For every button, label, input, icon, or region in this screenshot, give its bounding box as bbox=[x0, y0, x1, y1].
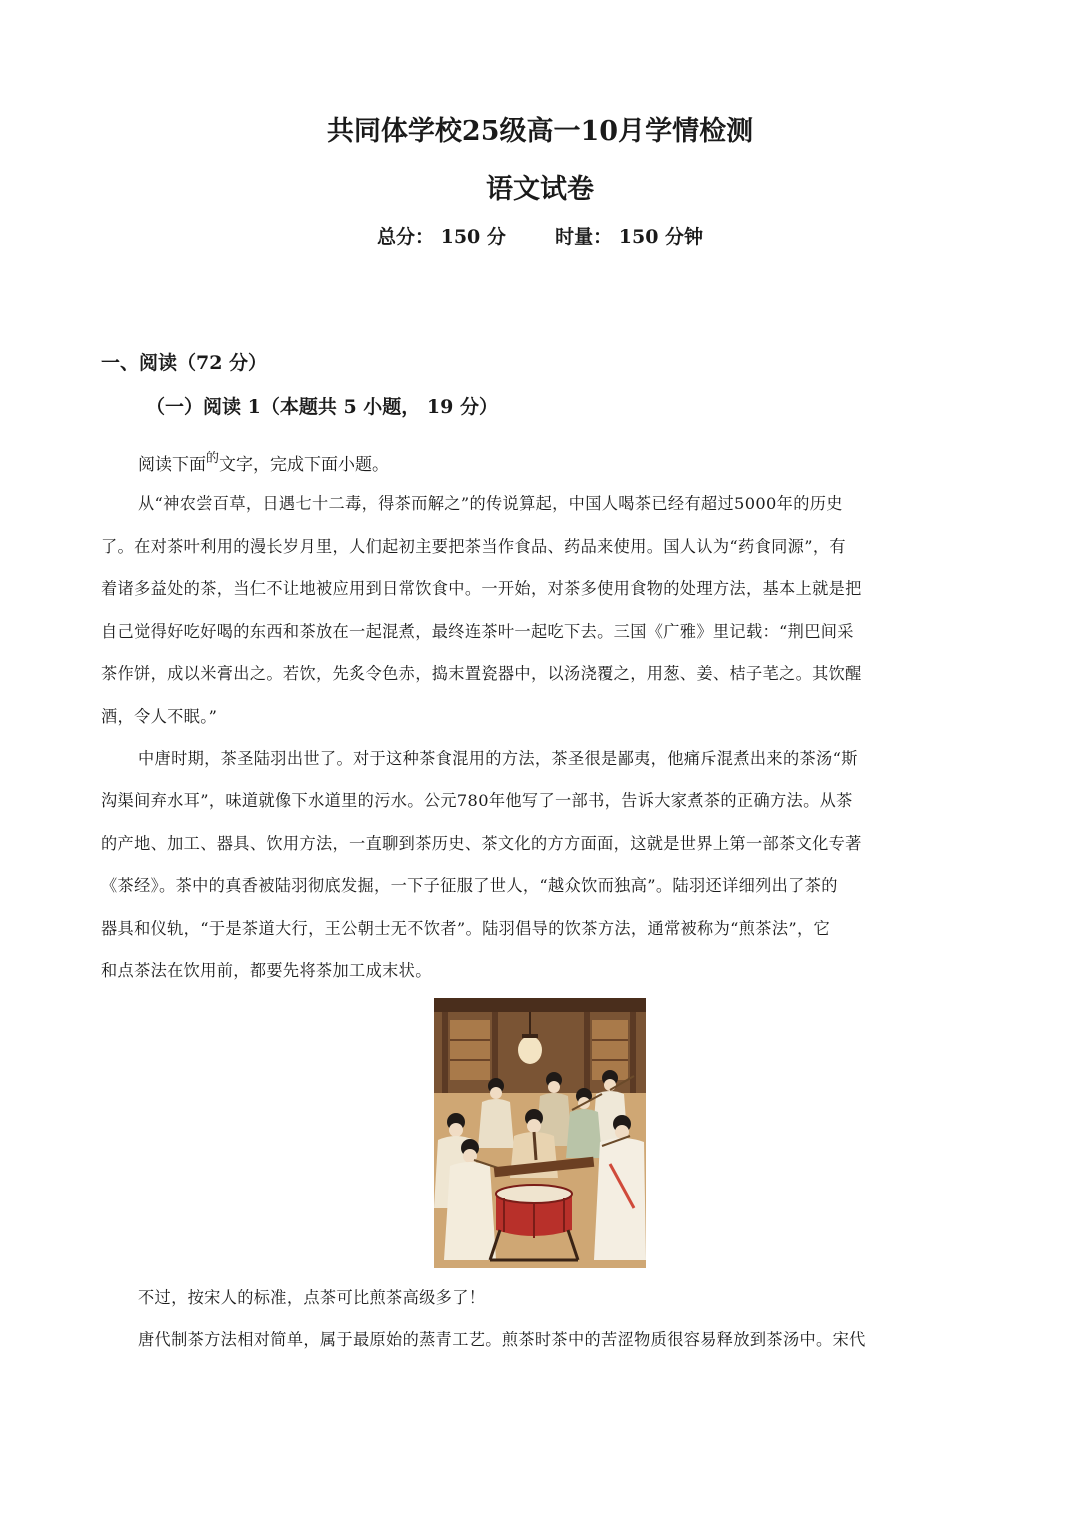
passage-line: 自己觉得好吃好喝的东西和茶放在一起混煮，最终连茶叶一起吃下去。三国《广雅》里记载：“荆巴间采 bbox=[101, 622, 854, 641]
passage-line: 中唐时期，茶圣陆羽出世了。对于这种茶食混用的方法，茶圣很是鄙夷，他痛斥混煮出来的茶汤“斯 bbox=[138, 749, 858, 768]
subsection-heading: （一）阅读 1（本题共 5 小题， 19 分） bbox=[146, 396, 498, 418]
instruction-after: 文字，完成下面小题。 bbox=[219, 455, 390, 475]
score-value: 150 分 bbox=[440, 226, 506, 248]
exam-meta bbox=[0, 223, 1080, 251]
passage-line: 器具和仪轨，“于是茶道大行，王公朝士无不饮者”。陆羽倡导的饮茶方法，通常被称为“煎茶法”，它 bbox=[101, 919, 831, 938]
passage-line: 唐代制茶方法相对简单，属于最原始的蒸青工艺。煎茶时茶中的苦涩物质很容易释放到茶汤中。宋代 bbox=[138, 1330, 866, 1349]
passage-line: 了。在对茶叶利用的漫长岁月里，人们起初主要把茶当作食品、药品来使用。国人认为“药食同源”，有 bbox=[101, 537, 846, 556]
score-label: 总分： bbox=[376, 226, 434, 248]
tea-party-illustration bbox=[434, 998, 646, 1268]
section-heading: 一、阅读（72 分） bbox=[101, 352, 268, 374]
passage-line: 着诸多益处的茶，当仁不让地被应用到日常饮食中。一开始，对茶多使用食物的处理方法，基本上就是把 bbox=[101, 579, 862, 598]
passage-line: 茶作饼，成以米膏出之。若饮，先炙令色赤，捣末置瓷器中，以汤浇覆之，用葱、姜、桔子芼之。其饮醒 bbox=[101, 664, 862, 683]
instruction-text bbox=[138, 446, 389, 478]
time-value: 150 分钟 bbox=[618, 226, 704, 248]
passage-line: 酒，令人不眠。” bbox=[101, 707, 218, 726]
time-label: 时量： bbox=[555, 226, 613, 248]
exam-subtitle: 语文试卷 bbox=[486, 174, 594, 205]
passage-line: 不过，按宋人的标准，点茶可比煎茶高级多了！ bbox=[138, 1288, 486, 1307]
passage-line: 《茶经》。茶中的真香被陆羽彻底发掘，一下子征服了世人，“越众饮而独高”。陆羽还详细列出了茶的 bbox=[101, 876, 838, 895]
instruction-before: 阅读下面 bbox=[138, 455, 206, 475]
passage-line: 和点茶法在饮用前，都要先将茶加工成末状。 bbox=[101, 961, 432, 980]
passage-line: 从“神农尝百草，日遇七十二毒，得茶而解之”的传说算起，中国人喝茶已经有超过5000年的历史 bbox=[138, 494, 843, 513]
passage-line: 沟渠间弃水耳”，味道就像下水道里的污水。公元780年他写了一部书，告诉大家煮茶的正确方法。从茶 bbox=[101, 791, 853, 810]
passage-line: 的产地、加工、器具、饮用方法，一直聊到茶历史、茶文化的方方面面，这就是世界上第一部茶文化专著 bbox=[101, 834, 862, 853]
instruction-sup: 的 bbox=[206, 451, 220, 466]
exam-title: 共同体学校25级高一10月学情检测 bbox=[326, 116, 754, 147]
